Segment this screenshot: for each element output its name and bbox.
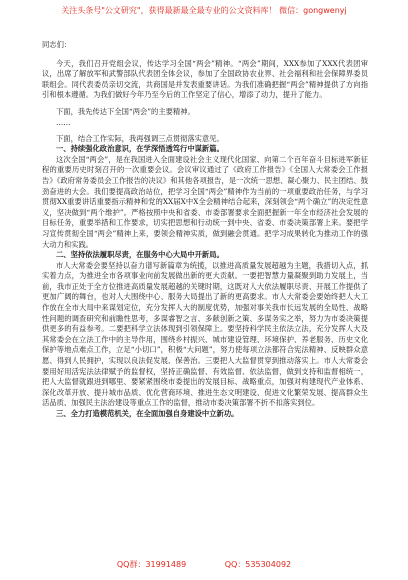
section-body-1: 这次全国“两会”，是在我国进入全面建设社会主义现代化国家、向第二个百年奋斗目标进军新征程的重要历史时刻召开的一次重要会议。会议审议通过了《政府工作报告》《全国人大常委会工作报告》《政府常务委员会工作报告的决议》和其他各项报告，是一次统一思想、凝心聚力、民主团结、鼓劲奋进的大会。我们要提高政治站位，把学习全国“两会”精神作为当前的一项重要政治任务，与学习贯彻XX重要讲话重要指示精神和党的XX届X中X全会精神结合起来，深刻领会“两个确立”的决定性意义，坚决做到“两个维护”。严格按照中央和省委、市委部署要求全面把握新一年全市经济社会发展的目标任务，重要举措和工作要求，切实把思想和行动统一到中央、省委、市委决策部署上来。要把学习宣传贯彻全国“两会”精神上来，要领会精神实质，做到融会贯通。把学习成果转化为推动工作的强大动力和实践。 [42, 154, 368, 249]
header-banner: 关注头条号"公文研究"，获得最新最全最专业的公文资料库！ 微信：gongwenyj [61, 6, 347, 15]
transition-paragraph: 下面，我先传达下全国“两会”的主要精神。 [56, 106, 195, 116]
section-heading-3: 三、全力打造模范机关，在全面加强自身建设中立新功。 [56, 409, 239, 418]
footer-qq-group: QQ群：31991489 [116, 560, 187, 569]
footer-contact [0, 559, 408, 570]
intro-paragraph: 今天，我们召开党组会议，传达学习全国“两会”精神。“两会”期间，XXX参加了XXX代表团审议，出席了解放军和武警部队代表团全体会议，参加了全国政协农业界、社会福利和社会保障界委员联组会。同代表委员亲切交流，共商国是并发表重要讲话。为我们准确把握“两会”精神提供了方向指引和根本遵循。为我们做好今年乃至今后的工作坚定了信心，增添了动力，提升了能力。 [42, 58, 368, 100]
footer-qq: QQ：535304092 [224, 560, 292, 569]
section-body-2: 市人大常委会要坚持以奋力谱写新篇章为统揽，以推进高质量发展超越为主题，我措切入点，抓实着力点，为推进全市各项事业向前发展做出新的更大贡献。一要把智慧力量凝聚到助力发展上，当前，我市正处于全方位推进高质量发展超越的关键时期，这既对人大依法履职尽责、开展工作提供了更加广阔的舞台，也对人大围绕中心、服务大局提出了新的更高要求。市人大常委会要始终把人大工作放在全市大局中来谋划定位，充分发挥人大的制度优势，加强对事关我市长远发展的全局性、战略性问题的调查研究和前瞻性思考，多谋睿智之言、多献创新之策、多谋务实之举，努力为市委决策提供更多的有益参考。二要把科学立法体现到引领保障上。要坚持科学民主依法立法，充分发挥人大及其常委会在立法工作中的主导作用，围绕乡村振兴、城市建设管理、环境保护、养老服务、历史文化保护等地点难点工作，立足“小切口”，积极“大问题”，努力使每项立法都符合宪法精神、反映群众意愿、得到人民拥护，实现以良法促发展、保善治。三要把人大监督贯穿到推动落实上。市人大常委会要用好用活宪法法律赋予的监督权，坚持正确监督、有效监督、依法监督，做到支持和监督相统一，把人大监督就跟进到哪里、要紧紧围绕市委提出的发展目标、战略重点，加强对构建现代产业体系、深化改革开放、提升城市品质、优化营商环境、推进生态文明建设、促进文化繁荣发展、提高群众生活品质、加强民主法治建设等重点工作的监督，推动市委决策部署不折不扣落实到位。 [42, 260, 368, 408]
section-heading-1: 一、持续强化政治意识，在学深悟透笃行中谋新篇。 [56, 144, 224, 154]
lead-paragraph: 下面，结合工作实际，我再强调三点贯彻落实意见。 [56, 133, 224, 143]
ellipsis: …… [56, 117, 71, 127]
salutation: 同志们： [42, 40, 72, 49]
section-heading-2: 二、坚持依法履职尽责，在服务中心大局中开新局。 [56, 250, 224, 260]
document-body [42, 40, 368, 420]
